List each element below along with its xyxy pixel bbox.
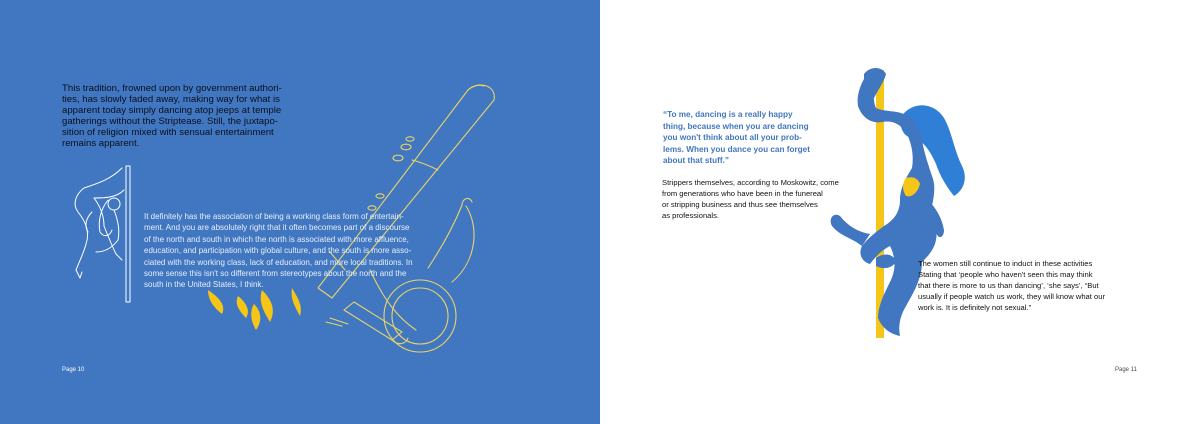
- body-paragraph-2: The women still continue to induct in these activities Stating that ‘people who haven't seen this may think that there is more to us than dancing’, ‘she says’, “But usually if people watch us work, they will know what our work is. It is definitely not sexual.”: [918, 259, 1105, 313]
- pull-quote: “To me, dancing is a really happy thing, because when you are dancing you won't think about all your prob- lems. When you dance you can forget about that stuff.”: [663, 110, 810, 165]
- page-number: Page 11: [1115, 367, 1137, 373]
- intro-paragraph: This tradition, frowned upon by government authori- ties, has slowly faded away, making way for what is apparent today simply dancing atop jeeps at temple gatherings without the Striptease. Still, the juxtapo- sition of religion mixed with sensual entertainment remains apparent.: [62, 83, 282, 149]
- right-page: [600, 0, 1200, 424]
- page-number: Page 10: [62, 367, 85, 373]
- interview-quote: It definitely has the association of being a working class form of entertain- ment. And you are absolutely right that it often becomes part of a discourse of the north and south in which the north is associated with more affluence, education, and participation with global culture, and the south is more asso- ciated with the working class, lack of education, and more local traditions. In some sense this isn't so different from stereotypes about the north and the south in the United States, I think.: [144, 212, 413, 290]
- body-paragraph-1: Strippers themselves, according to Moskowitz, come from generations who have been in the funereal or stripping business and thus see themselves as professionals.: [662, 178, 839, 221]
